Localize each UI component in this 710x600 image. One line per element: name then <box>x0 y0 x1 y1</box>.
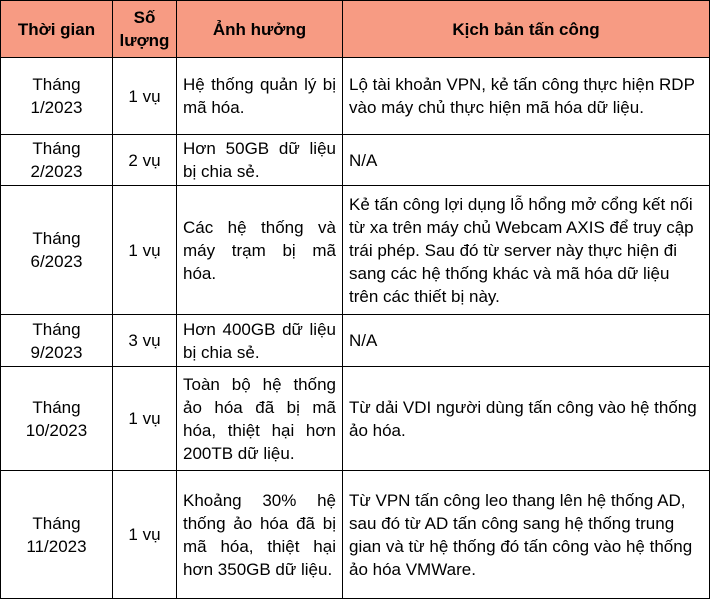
cell-time: Tháng 10/2023 <box>1 367 113 471</box>
cell-impact: Hơn 50GB dữ liệu bị chia sẻ. <box>177 135 343 186</box>
cell-count: 1 vụ <box>113 58 177 135</box>
table-row <box>1 58 710 135</box>
table-header <box>1 1 710 58</box>
cell-scenario: Từ VPN tấn công leo thang lên hệ thống AD, sau đó từ AD tấn công sang hệ thống trung gian và từ hệ thống đó tấn công vào hệ thống ảo hóa VMWare. <box>343 471 710 599</box>
table-body <box>1 58 710 599</box>
table-row <box>1 315 710 367</box>
table-row <box>1 367 710 471</box>
cell-count: 1 vụ <box>113 186 177 315</box>
cell-time: Tháng 2/2023 <box>1 135 113 186</box>
cell-impact: Toàn bộ hệ thống ảo hóa đã bị mã hóa, thiệt hại hơn 200TB dữ liệu. <box>177 367 343 471</box>
cell-scenario: Lộ tài khoản VPN, kẻ tấn công thực hiện RDP vào máy chủ thực hiện mã hóa dữ liệu. <box>343 58 710 135</box>
table-row <box>1 186 710 315</box>
header-count: Số lượng <box>113 1 177 58</box>
cell-impact: Khoảng 30% hệ thống ảo hóa đã bị mã hóa, thiệt hại hơn 350GB dữ liệu. <box>177 471 343 599</box>
cell-impact: Các hệ thống và máy trạm bị mã hóa. <box>177 186 343 315</box>
cell-impact: Hơn 400GB dữ liệu bị chia sẻ. <box>177 315 343 367</box>
cell-count: 3 vụ <box>113 315 177 367</box>
cell-time: Tháng 6/2023 <box>1 186 113 315</box>
cell-time: Tháng 11/2023 <box>1 471 113 599</box>
cell-time: Tháng 9/2023 <box>1 315 113 367</box>
cell-count: 1 vụ <box>113 367 177 471</box>
header-impact: Ảnh hưởng <box>177 1 343 58</box>
cell-scenario: Kẻ tấn công lợi dụng lỗ hổng mở cổng kết nối từ xa trên máy chủ Webcam AXIS để truy cập trái phép. Sau đó từ server này thực hiện đi sang các hệ thống khác và mã hóa dữ liệu trên các thiết bị này. <box>343 186 710 315</box>
cell-impact: Hệ thống quản lý bị mã hóa. <box>177 58 343 135</box>
cell-time: Tháng 1/2023 <box>1 58 113 135</box>
cell-scenario: N/A <box>343 315 710 367</box>
table-row <box>1 471 710 599</box>
header-row <box>1 1 710 58</box>
header-time: Thời gian <box>1 1 113 58</box>
cell-count: 1 vụ <box>113 471 177 599</box>
header-scenario: Kịch bản tấn công <box>343 1 710 58</box>
cell-scenario: Từ dải VDI người dùng tấn công vào hệ thống ảo hóa. <box>343 367 710 471</box>
cell-count: 2 vụ <box>113 135 177 186</box>
cell-scenario: N/A <box>343 135 710 186</box>
table-row <box>1 135 710 186</box>
